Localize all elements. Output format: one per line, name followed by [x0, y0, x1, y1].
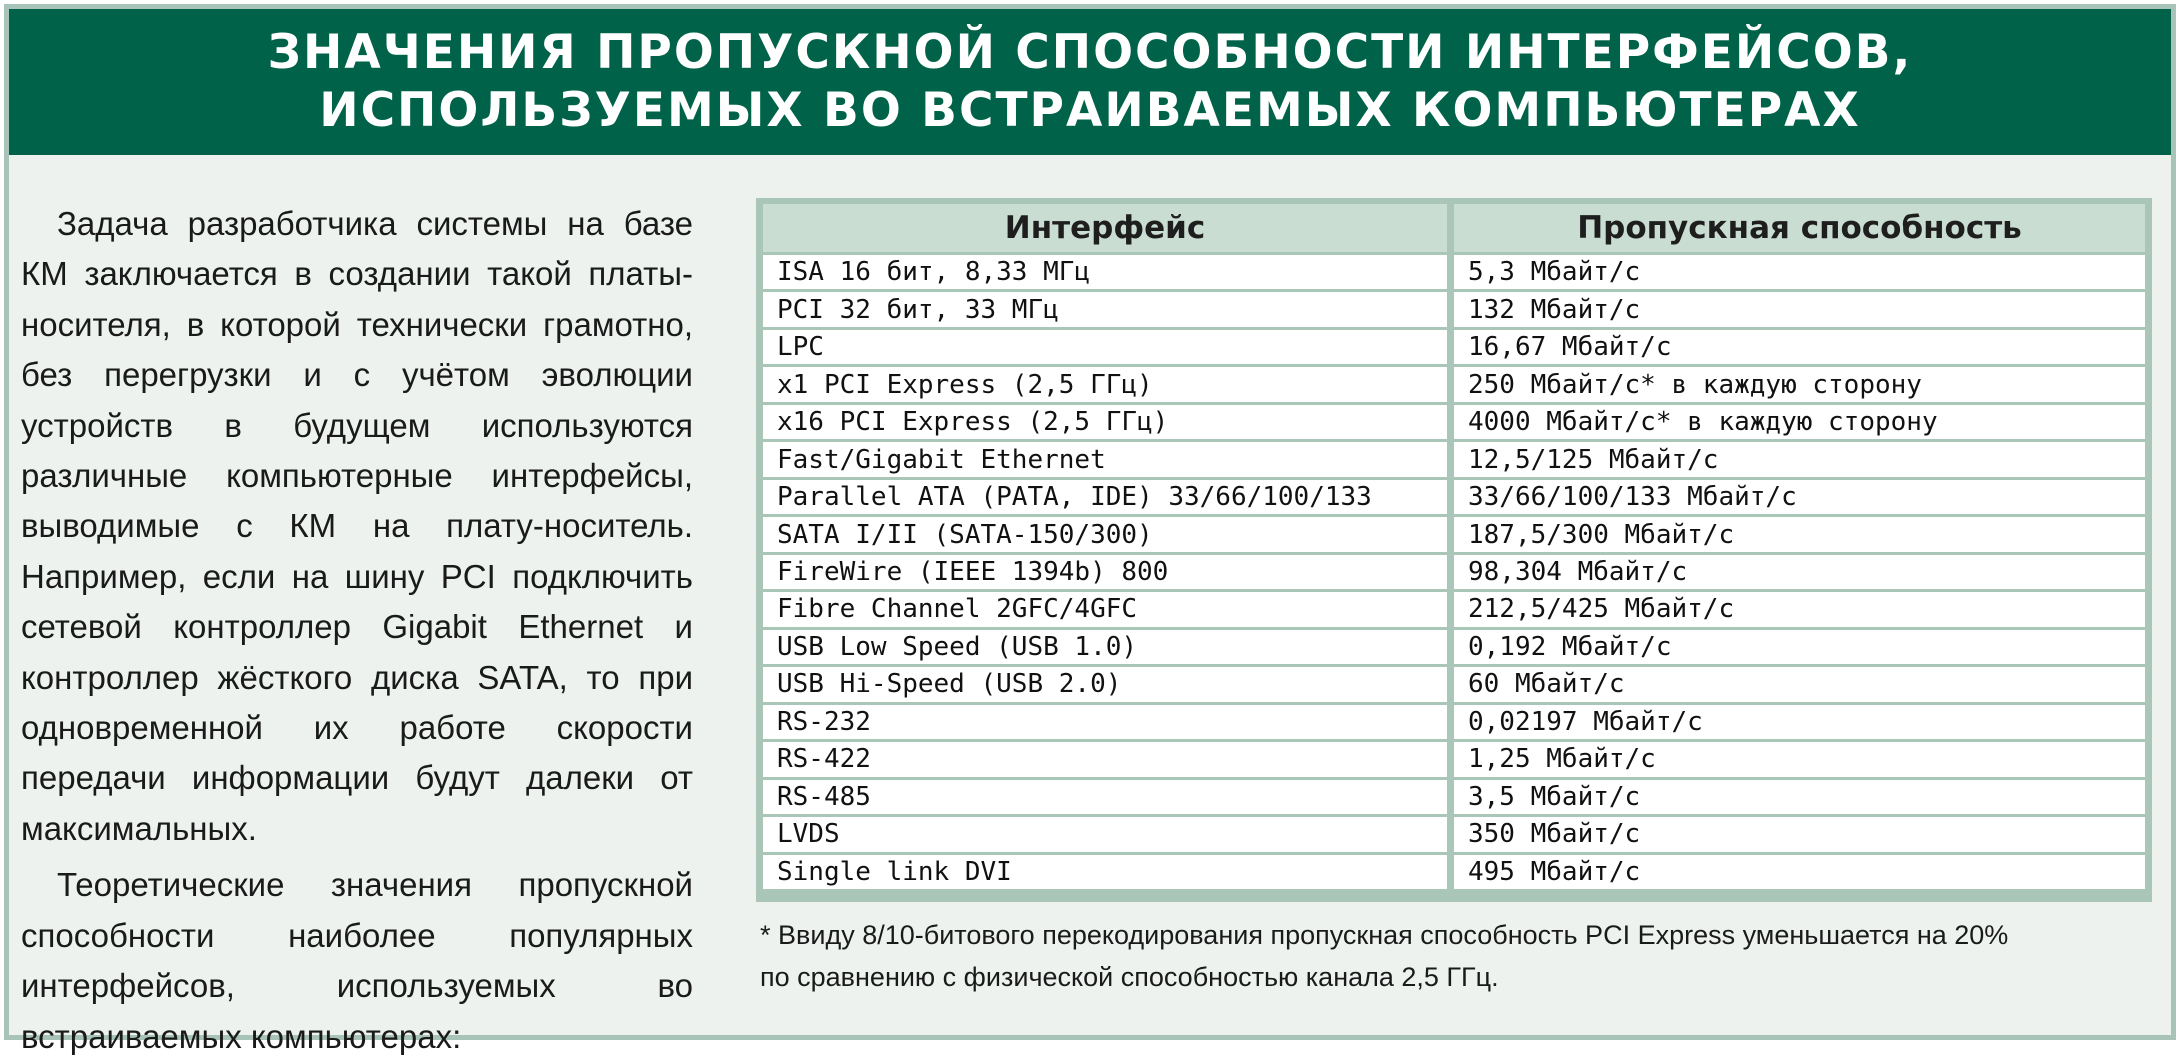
- table-row: [763, 817, 2145, 851]
- interface-cell: USB Low Speed (USB 1.0): [763, 630, 1454, 664]
- body-paragraph-1: Задача разработчика системы на базе КМ заключается в создании такой платы-носителя, в которой технически грамотно, без перегрузки и с учётом эволюции устройств в будущем используются различные компьютерные интерфейсы, выводимые с КМ на плату-носитель. Например, если на шину PCI подключить сетевой контроллер Gigabit Ethernet и контроллер жёсткого диска SATA, то при одновременной их работе скорости передачи информации будут далеки от максимальных.: [21, 205, 693, 847]
- bandwidth-cell: 12,5/125 Мбайт/с: [1454, 442, 2145, 476]
- table-body: [763, 255, 2145, 889]
- interface-cell: USB Hi-Speed (USB 2.0): [763, 667, 1454, 701]
- footnote: [760, 914, 2150, 998]
- column-header-bandwidth: Пропускная способность: [1454, 204, 2145, 252]
- interface-cell: RS-422: [763, 742, 1454, 776]
- interface-cell: Fast/Gigabit Ethernet: [763, 442, 1454, 476]
- table-row: [763, 292, 2145, 326]
- interface-cell: PCI 32 бит, 33 МГц: [763, 292, 1454, 326]
- table-header-row: [763, 204, 2145, 252]
- bandwidth-cell: 16,67 Мбайт/с: [1454, 330, 2145, 364]
- bandwidth-cell: 187,5/300 Мбайт/с: [1454, 517, 2145, 551]
- bandwidth-cell: 1,25 Мбайт/с: [1454, 742, 2145, 776]
- interface-cell: x1 PCI Express (2,5 ГГц): [763, 367, 1454, 401]
- bandwidth-cell: 350 Мбайт/с: [1454, 817, 2145, 851]
- bandwidth-cell: 132 Мбайт/с: [1454, 292, 2145, 326]
- interface-cell: Single link DVI: [763, 855, 1454, 890]
- bandwidth-cell: 212,5/425 Мбайт/с: [1454, 592, 2145, 626]
- interface-cell: FireWire (IEEE 1394b) 800: [763, 555, 1454, 589]
- bandwidth-cell: 0,02197 Мбайт/с: [1454, 705, 2145, 739]
- bandwidth-cell: 0,192 Мбайт/с: [1454, 630, 2145, 664]
- interface-cell: RS-485: [763, 780, 1454, 814]
- table-row: [763, 480, 2145, 514]
- bandwidth-cell: 33/66/100/133 Мбайт/с: [1454, 480, 2145, 514]
- interface-cell: LPC: [763, 330, 1454, 364]
- bandwidth-cell: 495 Мбайт/с: [1454, 855, 2145, 890]
- interface-cell: x16 PCI Express (2,5 ГГц): [763, 405, 1454, 439]
- title-line-2: ИСПОЛЬЗУЕМЫХ ВО ВСТРАИВАЕМЫХ КОМПЬЮТЕРАХ: [319, 83, 1861, 138]
- body-text: [21, 199, 693, 1062]
- interface-cell: ISA 16 бит, 8,33 МГц: [763, 255, 1454, 289]
- table-row: [763, 442, 2145, 476]
- table-row: [763, 367, 2145, 401]
- table-row: [763, 405, 2145, 439]
- bandwidth-cell: 3,5 Мбайт/с: [1454, 780, 2145, 814]
- interface-cell: Fibre Channel 2GFC/4GFC: [763, 592, 1454, 626]
- footnote-line-1: * Ввиду 8/10-битового перекодирования пропускная способность PCI Express уменьшается на 20%: [760, 920, 2009, 950]
- table-row: [763, 705, 2145, 739]
- table-row: [763, 742, 2145, 776]
- bandwidth-table-container: [756, 198, 2152, 902]
- bandwidth-cell: 250 Мбайт/с* в каждую сторону: [1454, 367, 2145, 401]
- table-row: [763, 592, 2145, 626]
- interface-cell: Parallel ATA (PATA, IDE) 33/66/100/133: [763, 480, 1454, 514]
- bandwidth-cell: 5,3 Мбайт/с: [1454, 255, 2145, 289]
- table-row: [763, 855, 2145, 890]
- footnote-line-2: по сравнению с физической способностью канала 2,5 ГГц.: [760, 962, 1499, 992]
- table-row: [763, 517, 2145, 551]
- interface-cell: SATA I/II (SATA-150/300): [763, 517, 1454, 551]
- interface-cell: LVDS: [763, 817, 1454, 851]
- table-row: [763, 330, 2145, 364]
- table-row: [763, 255, 2145, 289]
- table-row: [763, 630, 2145, 664]
- bandwidth-cell: 4000 Мбайт/с* в каждую сторону: [1454, 405, 2145, 439]
- bandwidth-cell: 60 Мбайт/с: [1454, 667, 2145, 701]
- column-header-interface: Интерфейс: [763, 204, 1454, 252]
- bandwidth-table: [763, 201, 2145, 892]
- table-row: [763, 555, 2145, 589]
- table-row: [763, 780, 2145, 814]
- interface-cell: RS-232: [763, 705, 1454, 739]
- infobox-header: [9, 9, 2171, 155]
- table-row: [763, 667, 2145, 701]
- title-line-1: ЗНАЧЕНИЯ ПРОПУСКНОЙ СПОСОБНОСТИ ИНТЕРФЕЙСОВ,: [267, 25, 1913, 80]
- bandwidth-cell: 98,304 Мбайт/с: [1454, 555, 2145, 589]
- body-paragraph-2: Теоретические значения пропускной способности наиболее популярных интерфейсов, используемых во встраиваемых компьютерах:: [21, 866, 693, 1055]
